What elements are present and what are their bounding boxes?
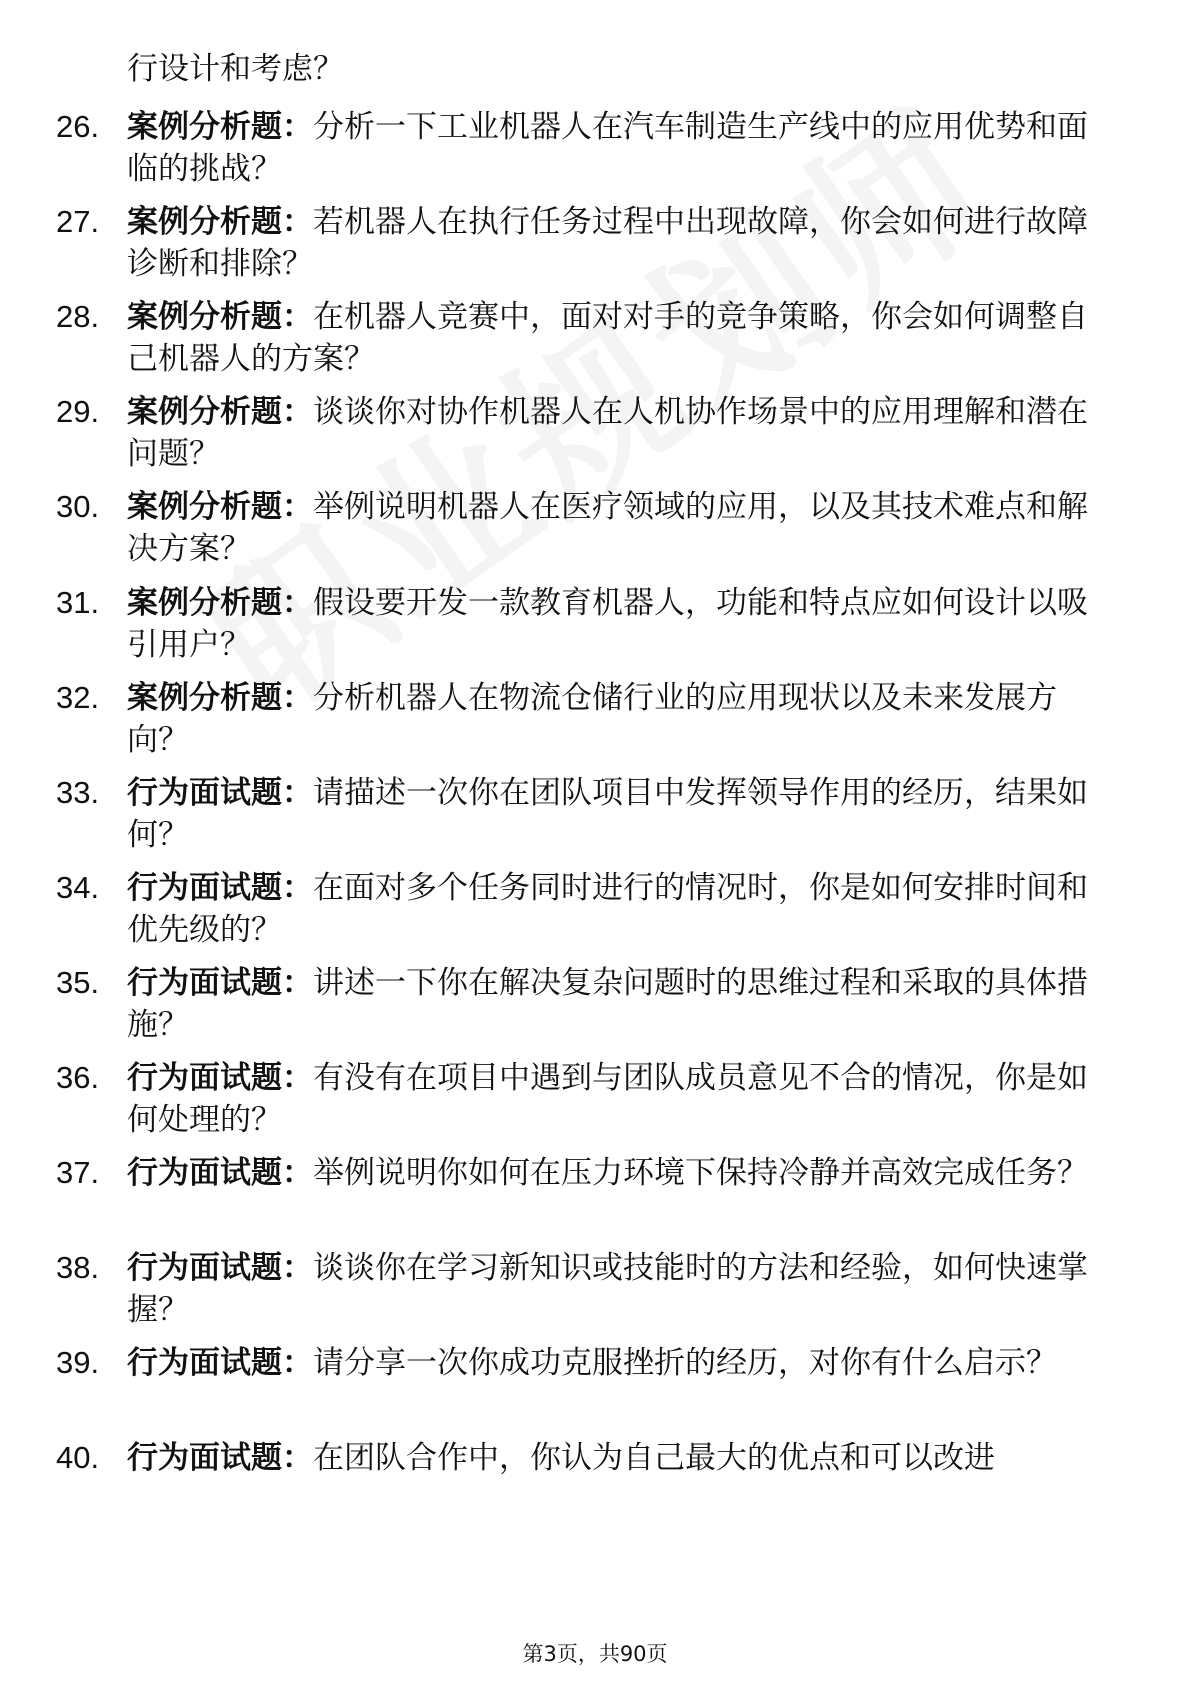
question-number: 27. <box>56 204 100 239</box>
question-body: 在面对多个任务同时进行的情况时，你是如何安排时间和优先级的？ <box>127 870 1088 948</box>
question-text <box>127 962 1117 1046</box>
question-number: 39. <box>56 1345 100 1380</box>
question-text <box>127 391 1117 475</box>
question-number: 34. <box>56 870 100 905</box>
question-body: 在团队合作中，你认为自己最大的优点和可以改进 <box>313 1440 995 1476</box>
question-number: 36. <box>56 1060 100 1095</box>
question-text <box>127 582 1117 666</box>
question-number: 31. <box>56 585 100 620</box>
question-body: 分析一下工业机器人在汽车制造生产线中的应用优势和面临的挑战？ <box>127 109 1088 187</box>
question-body: 谈谈你对协作机器人在人机协作场景中的应用理解和潜在问题？ <box>127 394 1088 472</box>
question-body: 请描述一次你在团队项目中发挥领导作用的经历，结果如何？ <box>127 775 1088 853</box>
question-label: 行为面试题： <box>127 870 313 906</box>
question-number: 35. <box>56 965 100 1000</box>
question-label: 案例分析题： <box>127 204 313 240</box>
question-text <box>127 1152 1117 1194</box>
question-body: 谈谈你在学习新知识或技能时的方法和经验，如何快速掌握？ <box>127 1250 1088 1328</box>
question-text <box>127 867 1117 951</box>
question-text <box>127 1437 1117 1479</box>
question-label: 行为面试题： <box>127 1345 313 1381</box>
question-label: 案例分析题： <box>127 585 313 621</box>
question-text <box>127 201 1117 285</box>
question-number: 26. <box>56 109 100 144</box>
question-label: 行为面试题： <box>127 1060 313 1096</box>
question-text <box>127 1057 1117 1141</box>
question-label: 案例分析题： <box>127 109 313 145</box>
question-number: 28. <box>56 299 100 334</box>
question-body: 举例说明机器人在医疗领域的应用，以及其技术难点和解决方案？ <box>127 489 1088 567</box>
question-body: 假设要开发一款教育机器人，功能和特点应如何设计以吸引用户？ <box>127 585 1088 663</box>
question-label: 案例分析题： <box>127 299 313 335</box>
question-body: 讲述一下你在解决复杂问题时的思维过程和采取的具体措施？ <box>127 965 1088 1043</box>
question-body: 有没有在项目中遇到与团队成员意见不合的情况，你是如何处理的？ <box>127 1060 1088 1138</box>
question-text <box>127 106 1117 190</box>
question-text <box>127 1342 1117 1384</box>
question-text <box>127 486 1117 570</box>
question-text <box>127 772 1117 856</box>
question-number: 32. <box>56 680 100 715</box>
question-number: 40. <box>56 1440 100 1475</box>
question-label: 案例分析题： <box>127 489 313 525</box>
question-label: 行为面试题： <box>127 1440 313 1476</box>
question-number: 38. <box>56 1250 100 1285</box>
question-body: 举例说明你如何在压力环境下保持冷静并高效完成任务？ <box>313 1155 1088 1191</box>
question-body: 在机器人竞赛中，面对对手的竞争策略，你会如何调整自己机器人的方案？ <box>127 299 1088 377</box>
question-label: 案例分析题： <box>127 680 313 716</box>
question-text <box>127 1247 1117 1331</box>
question-label: 行为面试题： <box>127 775 313 811</box>
page-footer: 第3页，共90页 <box>522 1642 668 1666</box>
question-text <box>127 677 1117 761</box>
question-number: 30. <box>56 489 100 524</box>
question-label: 行为面试题： <box>127 1155 313 1191</box>
question-body: 若机器人在执行任务过程中出现故障，你会如何进行故障诊断和排除？ <box>127 204 1088 282</box>
question-body: 请分享一次你成功克服挫折的经历，对你有什么启示？ <box>313 1345 1057 1381</box>
question-label: 行为面试题： <box>127 1250 313 1286</box>
question-number: 29. <box>56 394 100 429</box>
question-label: 案例分析题： <box>127 394 313 430</box>
question-number: 33. <box>56 775 100 810</box>
question-number: 37. <box>56 1155 100 1190</box>
question-label: 行为面试题： <box>127 965 313 1001</box>
continuation-text: 行设计和考虑？ <box>127 51 344 87</box>
question-body: 分析机器人在物流仓储行业的应用现状以及未来发展方向？ <box>127 680 1057 758</box>
question-text <box>127 296 1117 380</box>
